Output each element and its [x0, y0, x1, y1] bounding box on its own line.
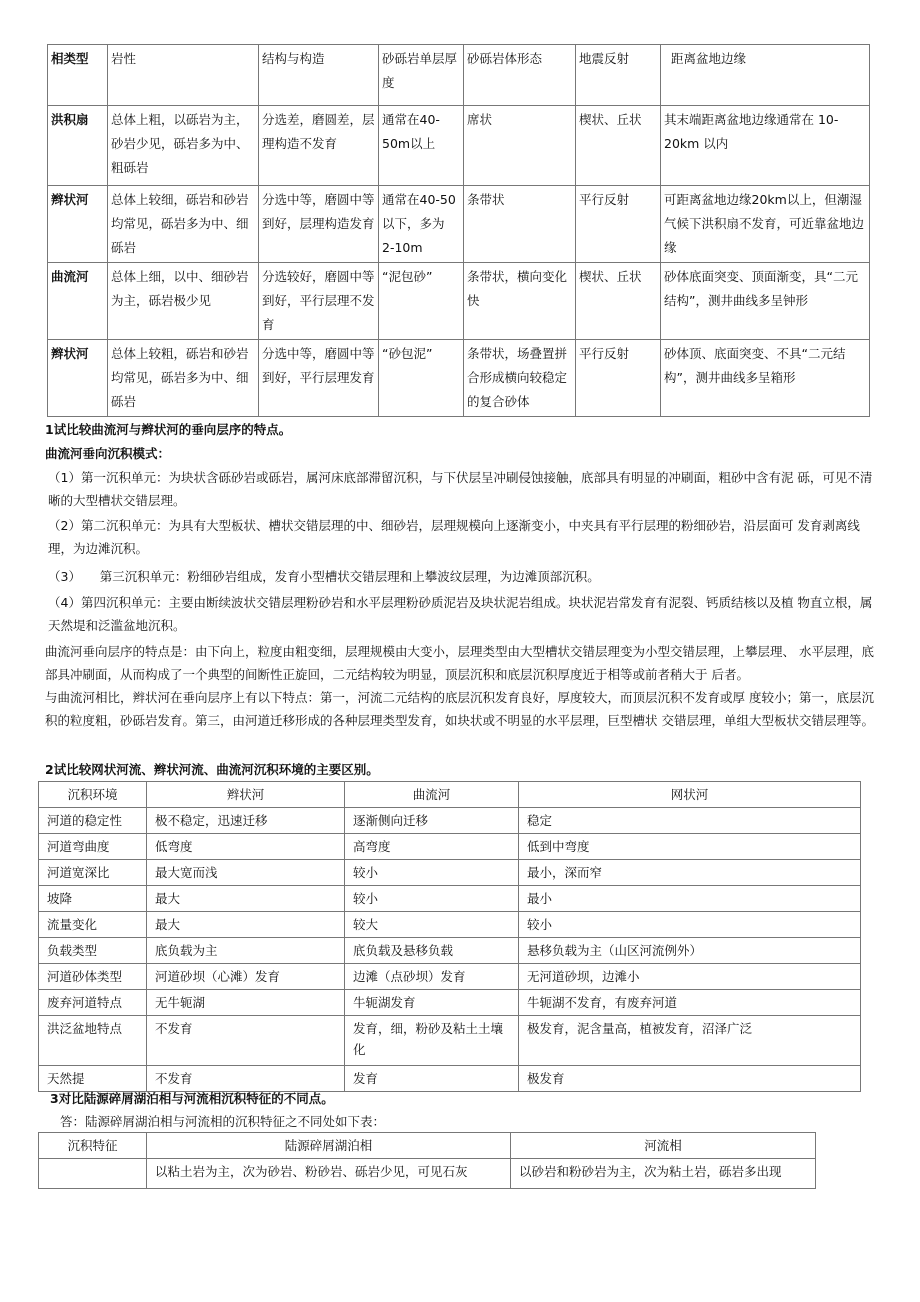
table-row — [39, 990, 861, 1016]
table-cell: “砂包泥” — [379, 340, 464, 417]
paragraph: （4）第四沉积单元：主要由断续波状交错层理粉砂岩和水平层理粉砂质泥岩及块状泥岩组成。块状泥岩常发育有泥裂、钙质结核以及植 物直立根，属天然堤和泛滥盆地沉积。 — [48, 595, 873, 633]
header-cell: 沉积环境 — [39, 782, 147, 808]
header-cell: 距离盆地边缘 — [661, 45, 870, 106]
table-cell: 悬移负载为主（山区河流例外） — [519, 938, 861, 964]
header-cell: 相类型 — [48, 45, 108, 106]
question-2-title: 2试比较网状河流、辫状河流、曲流河沉积环境的主要区别。 — [45, 762, 379, 777]
table-cell: 通常在40-50m以上 — [379, 106, 464, 186]
table-header-row — [39, 782, 861, 808]
table-cell: 发育，细，粉砂及粘土土壤化 — [345, 1016, 519, 1066]
table-cell: 曲流河 — [48, 263, 108, 340]
table-cell: 不发育 — [147, 1016, 345, 1066]
table-cell: 总体上细，以中、细砂岩为主，砾岩极少见 — [108, 263, 259, 340]
answer-intro: 答：陆源碎屑湖泊相与河流相的沉积特征之不同处如下表： — [60, 1114, 386, 1129]
table-cell: 负载类型 — [39, 938, 147, 964]
table-cell: 洪泛盆地特点 — [39, 1016, 147, 1066]
table-cell: 分选较好，磨圆中等到好，平行层理不发育 — [259, 263, 379, 340]
table-cell: 极发育，泥含量高，植被发育，沼泽广泛 — [519, 1016, 861, 1066]
table-cell: 最小 — [519, 886, 861, 912]
header-cell: 砂砾岩体形态 — [464, 45, 576, 106]
table-cell: 天然提 — [39, 1066, 147, 1092]
table-row — [48, 186, 870, 263]
table-cell: 可距离盆地边缘20km以上，但潮湿气候下洪积扇不发育，可近靠盆地边缘 — [661, 186, 870, 263]
paragraph: 与曲流河相比，辫状河在垂向层序上有以下特点：第一，河流二元结构的底层沉积发育良好，厚度较大，而顶层沉积不发育或厚 度较小；第一，底层沉积的粒度粗，砂砾岩发育。第三，由河道迁移形成的各种层理类型发育，如块状或不明显的水平层理，巨型槽状 交错层理，单组大型板状交错层理等。 — [45, 690, 874, 728]
table-row — [39, 808, 861, 834]
river-environment-table — [38, 781, 861, 1092]
table-cell: 较小 — [345, 886, 519, 912]
table-cell: 最大 — [147, 912, 345, 938]
table-row — [48, 263, 870, 340]
table-header-row — [48, 45, 870, 106]
header-cell: 结构与构造 — [259, 45, 379, 106]
table-cell: 河道砂坝（心滩）发育 — [147, 964, 345, 990]
table-cell: 总体上较细，砾岩和砂岩均常见，砾岩多为中、细砾岩 — [108, 186, 259, 263]
table-cell: 河道的稳定性 — [39, 808, 147, 834]
question-3-title: 3对比陆源碎屑湖泊相与河流相沉积特征的不同点。 — [50, 1091, 334, 1106]
table-cell: 平行反射 — [576, 186, 661, 263]
header-cell: 沉积特征 — [39, 1133, 147, 1159]
table-cell: 河道砂体类型 — [39, 964, 147, 990]
table-row — [39, 912, 861, 938]
table-cell: 最大 — [147, 886, 345, 912]
table-cell: 最大宽而浅 — [147, 860, 345, 886]
table-cell: 发育 — [345, 1066, 519, 1092]
question-1-title: 1试比较曲流河与辫状河的垂向层序的特点。 — [45, 422, 292, 437]
paragraph: 曲流河垂向层序的特点是：由下向上，粒度由粗变细，层理规模由大变小，层理类型由大型槽状交错层理变为小型交错层理，上攀层理、 水平层理，底部具冲刷面，从而构成了一个典型的间断性正旋回，二元结构较为明显，顶层沉积和底层沉积厚度近于相等或前者稍大于 后者。 — [45, 644, 874, 682]
header-cell: 地震反射 — [576, 45, 661, 106]
paragraph: （2）第二沉积单元：为具有大型板状、槽状交错层理的中、细砂岩，层理规模向上逐渐变小，中夹具有平行层理的粉细砂岩，沿层面可 发育剥离线理，为边滩沉积。 — [48, 518, 860, 556]
table-cell: 河道弯曲度 — [39, 834, 147, 860]
table-cell: 河道宽深比 — [39, 860, 147, 886]
table-cell: 边滩（点砂坝）发育 — [345, 964, 519, 990]
table-cell: 楔状、丘状 — [576, 263, 661, 340]
table-cell: 条带状，横向变化快 — [464, 263, 576, 340]
table-cell: 较小 — [519, 912, 861, 938]
table-row — [39, 886, 861, 912]
table-row — [39, 860, 861, 886]
table-cell: 砂体顶、底面突变、不具“二元结构”，测井曲线多呈箱形 — [661, 340, 870, 417]
facies-comparison-table — [47, 44, 870, 417]
table-cell: “泥包砂” — [379, 263, 464, 340]
table-cell — [39, 1159, 147, 1189]
table-cell: 牛轭湖不发育，有废弃河道 — [519, 990, 861, 1016]
table-cell: 分选中等，磨圆中等到好，平行层理发育 — [259, 340, 379, 417]
header-cell: 辫状河 — [147, 782, 345, 808]
table-cell: 底负载及悬移负载 — [345, 938, 519, 964]
table-row — [39, 938, 861, 964]
table-cell: 高弯度 — [345, 834, 519, 860]
table-cell: 砂体底面突变、顶面渐变，具“二元结构”，测井曲线多呈钟形 — [661, 263, 870, 340]
table-cell: 席状 — [464, 106, 576, 186]
table-cell: 坡降 — [39, 886, 147, 912]
table-cell: 流量变化 — [39, 912, 147, 938]
table-cell: 洪积扇 — [48, 106, 108, 186]
table-cell: 以砂岩和粉砂岩为主，次为粘土岩，砾岩多出现 — [511, 1159, 816, 1189]
table-cell: 极不稳定，迅速迁移 — [147, 808, 345, 834]
table-cell: 楔状、丘状 — [576, 106, 661, 186]
table-cell: 无牛轭湖 — [147, 990, 345, 1016]
table-cell: 以粘土岩为主，次为砂岩、粉砂岩、砾岩少见，可见石灰 — [147, 1159, 511, 1189]
table-row — [48, 106, 870, 186]
paragraph: （1）第一沉积单元：为块状含砾砂岩或砾岩，属河床底部滞留沉积，与下伏层呈冲刷侵蚀接触，底部具有明显的冲刷面，粗砂中含有泥 砾，可见不清晰的大型槽状交错层理。 — [48, 470, 873, 508]
table-cell: 低弯度 — [147, 834, 345, 860]
table-cell: 辫状河 — [48, 340, 108, 417]
header-cell: 砂砾岩单层厚度 — [379, 45, 464, 106]
table-cell: 逐渐侧向迁移 — [345, 808, 519, 834]
header-cell: 曲流河 — [345, 782, 519, 808]
table-header-row — [39, 1133, 816, 1159]
header-cell: 河流相 — [511, 1133, 816, 1159]
lake-river-comparison-table — [38, 1132, 816, 1189]
table-row — [48, 340, 870, 417]
table-cell: 通常在40-50以下，多为 2-10m — [379, 186, 464, 263]
table-cell: 分选中等，磨圆中等到好，层理构造发育 — [259, 186, 379, 263]
table-cell: 辫状河 — [48, 186, 108, 263]
table-cell: 分选差，磨圆差，层理构造不发育 — [259, 106, 379, 186]
table-row — [39, 1159, 816, 1189]
table-cell: 稳定 — [519, 808, 861, 834]
table-cell: 底负载为主 — [147, 938, 345, 964]
table-cell: 废弃河道特点 — [39, 990, 147, 1016]
table-row — [39, 1016, 861, 1066]
table-cell: 总体上粗，以砾岩为主，砂岩少见，砾岩多为中、粗砾岩 — [108, 106, 259, 186]
table-cell: 较小 — [345, 860, 519, 886]
table-cell: 最小，深而窄 — [519, 860, 861, 886]
table-cell: 其末端距离盆地边缘通常在 10-20km 以内 — [661, 106, 870, 186]
table-cell: 条带状，场叠置拼合形成横向较稳定的复合砂体 — [464, 340, 576, 417]
header-cell: 陆源碎屑湖泊相 — [147, 1133, 511, 1159]
table-cell: 不发育 — [147, 1066, 345, 1092]
header-cell: 网状河 — [519, 782, 861, 808]
table-cell: 牛轭湖发育 — [345, 990, 519, 1016]
table-cell: 较大 — [345, 912, 519, 938]
paragraph: （3） 第三沉积单元：粉细砂岩组成，发育小型槽状交错层理和上攀波纹层理，为边滩顶部沉积。 — [48, 569, 600, 584]
table-cell: 极发育 — [519, 1066, 861, 1092]
table-row — [39, 834, 861, 860]
table-cell: 无河道砂坝，边滩小 — [519, 964, 861, 990]
question-1-subtitle: 曲流河垂向沉积模式： — [45, 446, 171, 461]
header-cell: 岩性 — [108, 45, 259, 106]
table-cell: 总体上较粗，砾岩和砂岩均常见，砾岩多为中、细砾岩 — [108, 340, 259, 417]
table-cell: 条带状 — [464, 186, 576, 263]
table-cell: 平行反射 — [576, 340, 661, 417]
table-row — [39, 964, 861, 990]
table-cell: 低到中弯度 — [519, 834, 861, 860]
